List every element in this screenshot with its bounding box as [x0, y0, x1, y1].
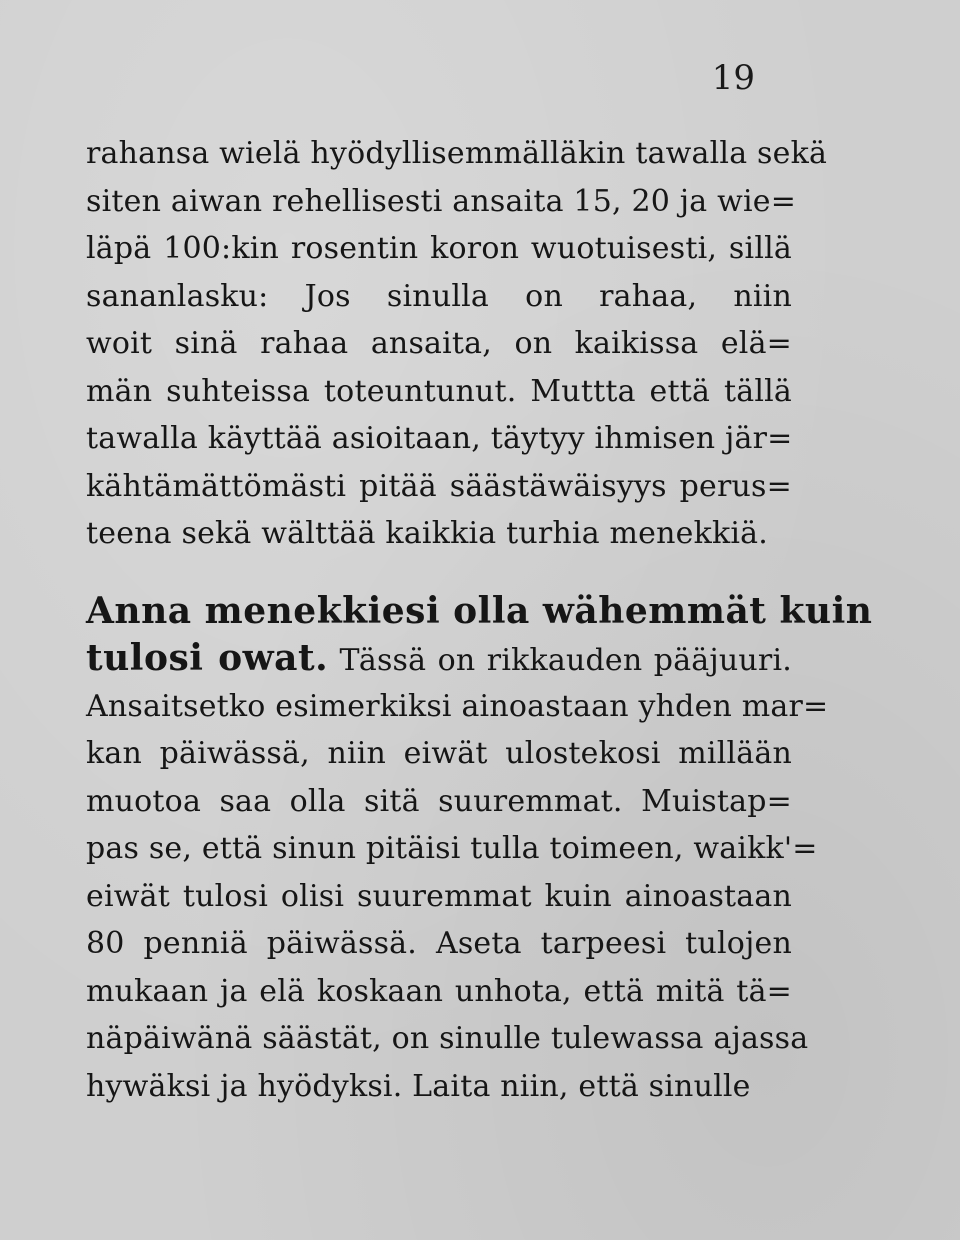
text-line: woit sinä rahaa ansaita, on kaikissa elä= [86, 326, 792, 361]
heading-end: tulosi owat. [86, 637, 329, 679]
text-line: muotoa saa olla sitä suuremmat. Muistap= [86, 783, 792, 819]
text-line: pas se, että sinun pitäisi tulla toimeen, waikk'= [86, 831, 818, 866]
text-line: näpäiwänä säästät, on sinulle tulewassa ajassa [86, 1021, 809, 1056]
text-line: siten aiwan rehellisesti ansaita 15, 20 ja wie= [86, 183, 797, 219]
text-line: kan päiwässä, niin eiwät ulostekosi millään [86, 736, 792, 771]
text-line: teena sekä wälttää kaikkia turhia menekkiä. [86, 516, 768, 551]
heading-line: Anna menekkiesi olla wähemmät kuin [86, 589, 873, 632]
text-run: Tässä on rikkauden pääjuuri. [328, 643, 792, 678]
text-line: kähtämättömästi pitää säästäwäisyys perus= [86, 468, 792, 504]
text-line: rahansa wielä hyödyllisemmälläkin tawalla sekä [86, 136, 828, 171]
paragraph-2 [86, 588, 873, 1111]
text-line: Ansaitsetko esimerkiksi ainoastaan yhden mar= [86, 688, 829, 724]
paragraph-1 [86, 130, 828, 558]
text-line: mukaan ja elä koskaan unhota, että mitä tä= [86, 973, 792, 1009]
text-line: 80 penniä päiwässä. Aseta tarpeesi tulojen [86, 926, 792, 961]
text-line: män suhteissa toteuntunut. Muttta että tällä [86, 373, 792, 409]
page-number: 19 [711, 58, 755, 98]
body-text [86, 130, 873, 1110]
text-line: eiwät tulosi olisi suuremmat kuin ainoastaan [86, 878, 792, 914]
text-line: sananlasku: Jos sinulla on rahaa, niin [86, 278, 792, 314]
text-line: hywäksi ja hyödyksi. Laita niin, että sinulle [86, 1068, 751, 1104]
text-line: tawalla käyttää asioitaan, täytyy ihmisen jär= [86, 421, 793, 456]
paragraph-gap [86, 558, 792, 588]
text-line [86, 635, 792, 683]
text-line: läpä 100:kin rosentin koron wuotuisesti, sillä [86, 231, 792, 266]
